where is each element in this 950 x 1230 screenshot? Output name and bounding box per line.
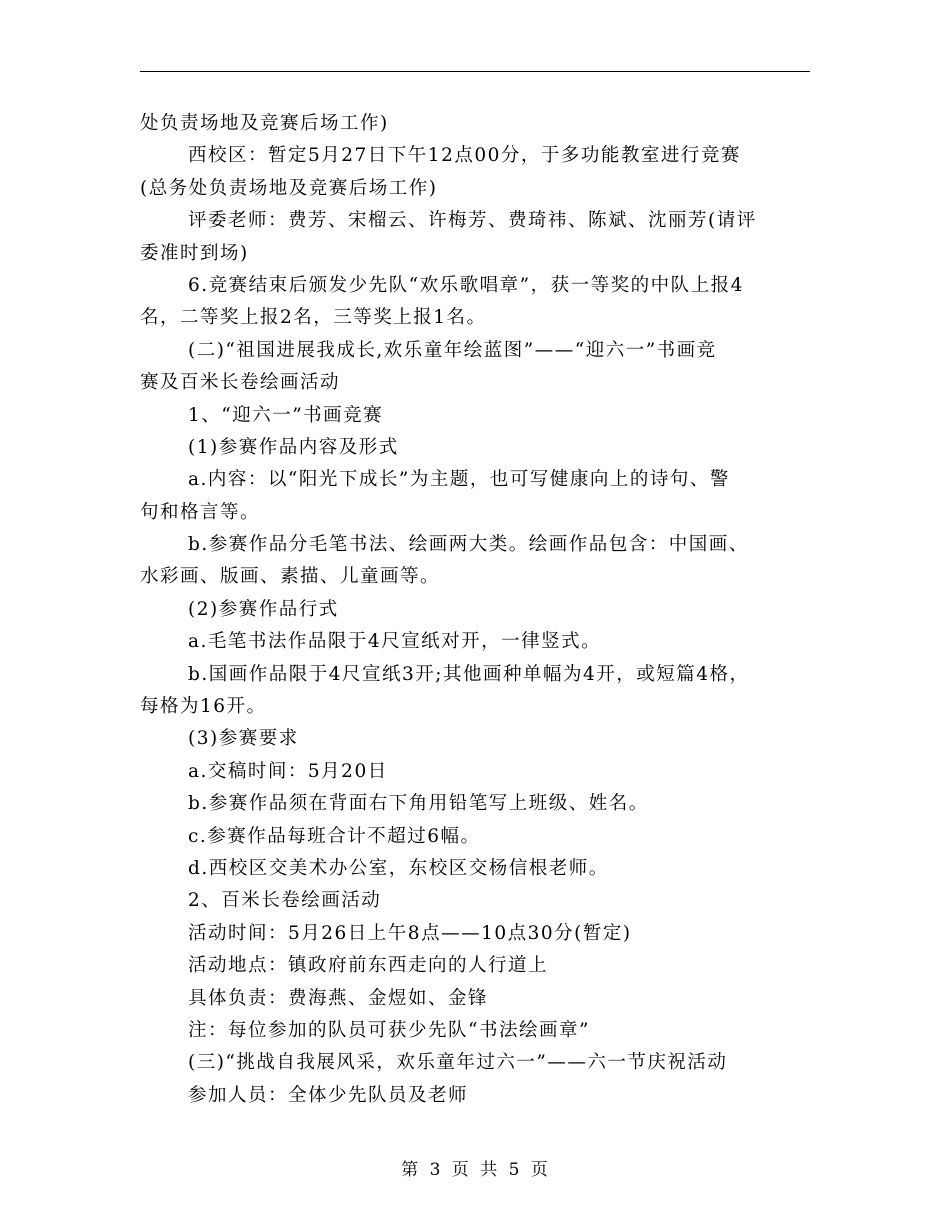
text-line: 活动地点：镇政府前东西走向的人行道上 (188, 955, 549, 977)
text-line: (3)参赛要求 (188, 728, 299, 750)
text-line: 评委老师：费芳、宋榴云、许梅芳、费琦祎、陈斌、沈丽芳(请评 (188, 210, 757, 232)
document-body (140, 108, 812, 1112)
text-line: 2、百米长卷绘画活动 (188, 890, 382, 912)
text-line: 委准时到场) (140, 242, 249, 264)
text-line: 赛及百米长卷绘画活动 (140, 372, 341, 394)
text-line: 注：每位参加的队员可获少先队“书法绘画章” (188, 1019, 590, 1041)
text-line: b.参赛作品分毛笔书法、绘画两大类。绘画作品包含：中国画、 (188, 534, 749, 556)
text-line: c.参赛作品每班合计不超过6幅。 (188, 825, 481, 847)
text-line: 具体负责：费海燕、金煜如、金锋 (188, 987, 489, 1009)
header-rule (140, 71, 810, 72)
text-line: 句和格言等。 (140, 501, 261, 523)
text-line: 处负责场地及竞赛后场工作) (140, 113, 389, 134)
page-number: 第 3 页 共 5 页 (401, 1160, 549, 1180)
text-line: 水彩画、版画、素描、儿童画等。 (140, 566, 441, 588)
text-line: 每格为16开。 (140, 696, 267, 718)
text-line: (三)“挑战自我展风采，欢乐童年过六一”——六一节庆祝活动 (188, 1052, 728, 1074)
text-line: 6.竞赛结束后颁发少先队“欢乐歌唱章”，获一等奖的中队上报4 (188, 274, 744, 296)
text-line: b.参赛作品须在背面右下角用铅笔写上班级、姓名。 (188, 793, 649, 815)
text-line: 名，二等奖上报2名，三等奖上报1名。 (140, 307, 487, 329)
text-line: a.内容：以“阳光下成长”为主题，也可写健康向上的诗句、警 (188, 469, 730, 491)
text-line: 1、“迎六一”书画竞赛 (188, 404, 384, 426)
text-line: 参加人员：全体少先队员及老师 (188, 1084, 469, 1106)
text-line: d.西校区交美术办公室，东校区交杨信根老师。 (188, 857, 609, 879)
text-line: (总务处负责场地及竞赛后场工作) (140, 177, 438, 199)
text-line: (二)“祖国进展我成长,欢乐童年绘蓝图”——“迎六一”书画竞 (188, 339, 717, 361)
text-line: 西校区：暂定5月27日下午12点00分，于多功能教室进行竞赛 (188, 145, 741, 167)
text-line: a.交稿时间：5月20日 (188, 760, 388, 782)
text-line: 活动时间：5月26日上午8点——10点30分(暂定) (188, 922, 632, 944)
text-line: (1)参赛作品内容及形式 (188, 436, 399, 458)
text-line: b.国画作品限于4尺宣纸3开;其他画种单幅为4开，或短篇4格， (188, 663, 750, 685)
text-line: (2)参赛作品行式 (188, 598, 339, 620)
text-line: a.毛笔书法作品限于4尺宣纸对开，一律竖式。 (188, 631, 602, 653)
